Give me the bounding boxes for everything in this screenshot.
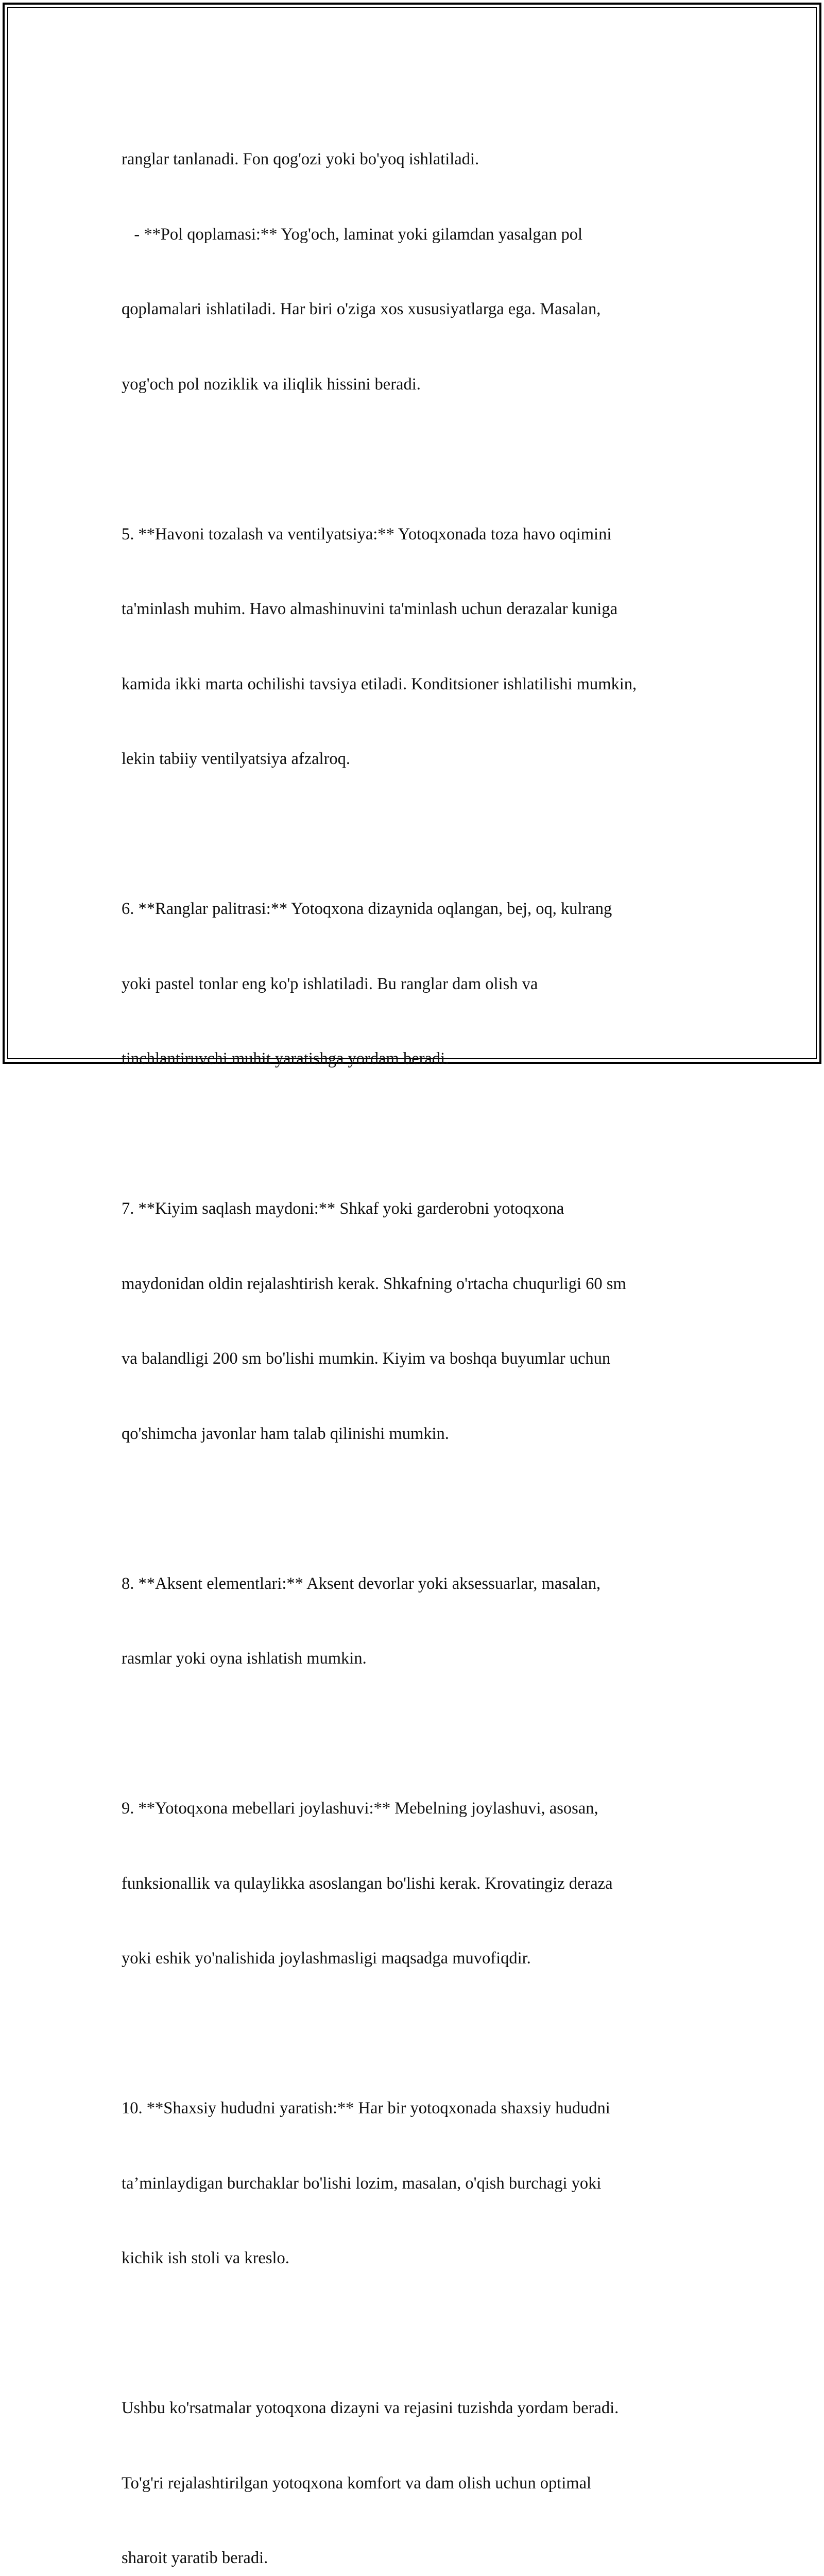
text-line: funksionallik va qulaylikka asoslangan bo'lishi kerak. Krovatingiz deraza (122, 1874, 613, 1893)
text-line: qo'shimcha javonlar ham talab qilinishi mumkin. (122, 1424, 449, 1443)
text-line: 10. **Shaxsiy hududni yaratish:** Har bir yotoqxonada shaxsiy hududni (122, 2099, 610, 2117)
blank-line (122, 1496, 714, 1521)
text-line: 6. **Ranglar palitrasi:** Yotoqxona dizaynida oqlangan, bej, oq, kulrang (122, 900, 612, 918)
blank-line (122, 2021, 714, 2046)
text-line: To'g'ri rejalashtirilgan yotoqxona komfort va dam olish uchun optimal (122, 2473, 592, 2493)
text-line: sharoit yaratib beradi. (122, 2549, 268, 2567)
blank-line (122, 2321, 714, 2346)
text-line: kichik ish stoli va kreslo. (122, 2249, 289, 2267)
text-line: va balandligi 200 sm bo'lishi mumkin. Kiyim va boshqa buyumlar uchun (122, 1349, 611, 1368)
text-line: 5. **Havoni tozalash va ventilyatsiya:** Yotoqxonada toza havo oqimini (122, 524, 612, 544)
text-line: qoplamalari ishlatiladi. Har biri o'ziga xos xususiyatlarga ega. Masalan, (122, 300, 601, 318)
blank-line (122, 1721, 714, 1747)
text-line: - **Pol qoplamasi:** Yog'och, laminat yoki gilamdan yasalgan pol (122, 225, 583, 244)
text-line: yoki pastel tonlar eng ko'p ishlatiladi. Bu ranglar dam olish va (122, 974, 538, 993)
text-line: maydonidan oldin rejalashtirish kerak. Shkafning o'rtacha chuqurligi 60 sm (122, 1274, 626, 1293)
text-line: ta’minlaydigan burchaklar bo'lishi lozim, masalan, o'qish burchagi yoki (122, 2174, 602, 2193)
text-line: ta'minlash muhim. Havo almashinuvini ta'minlash uchun derazalar kuniga (122, 600, 618, 618)
text-line: lekin tabiiy ventilyatsiya afzalroq. (122, 750, 351, 768)
text-line: Ushbu ko'rsatmalar yotoqxona dizayni va rejasini tuzishda yordam beradi. (122, 2399, 619, 2417)
text-line: tinchlantiruvchi muhit yaratishga yordam beradi. (122, 1049, 450, 1068)
blank-line (122, 1122, 714, 1147)
blank-line (122, 447, 714, 472)
text-line: 9. **Yotoqxona mebellari joylashuvi:** Mebelning joylashuvi, asosan, (122, 1799, 598, 1818)
text-line: kamida ikki marta ochilishi tavsiya etiladi. Konditsioner ishlatilishi mumkin, (122, 674, 637, 693)
text-line: yoki eshik yo'nalishida joylashmasligi maqsadga muvofiqdir. (122, 1949, 531, 1968)
text-line: ranglar tanlanadi. Fon qog'ozi yoki bo'yoq ishlatiladi. (122, 150, 479, 168)
blank-line (122, 822, 714, 847)
text-line: 7. **Kiyim saqlash maydoni:** Shkaf yoki garderobni yotoqxona (122, 1199, 564, 1218)
text-line: 8. **Aksent elementlari:** Aksent devorlar yoki aksessuarlar, masalan, (122, 1574, 601, 1593)
text-line: rasmlar yoki oyna ishlatish mumkin. (122, 1649, 367, 1668)
document-body (122, 97, 714, 2576)
text-line: yog'och pol noziklik va iliqlik hissini beradi. (122, 375, 421, 394)
